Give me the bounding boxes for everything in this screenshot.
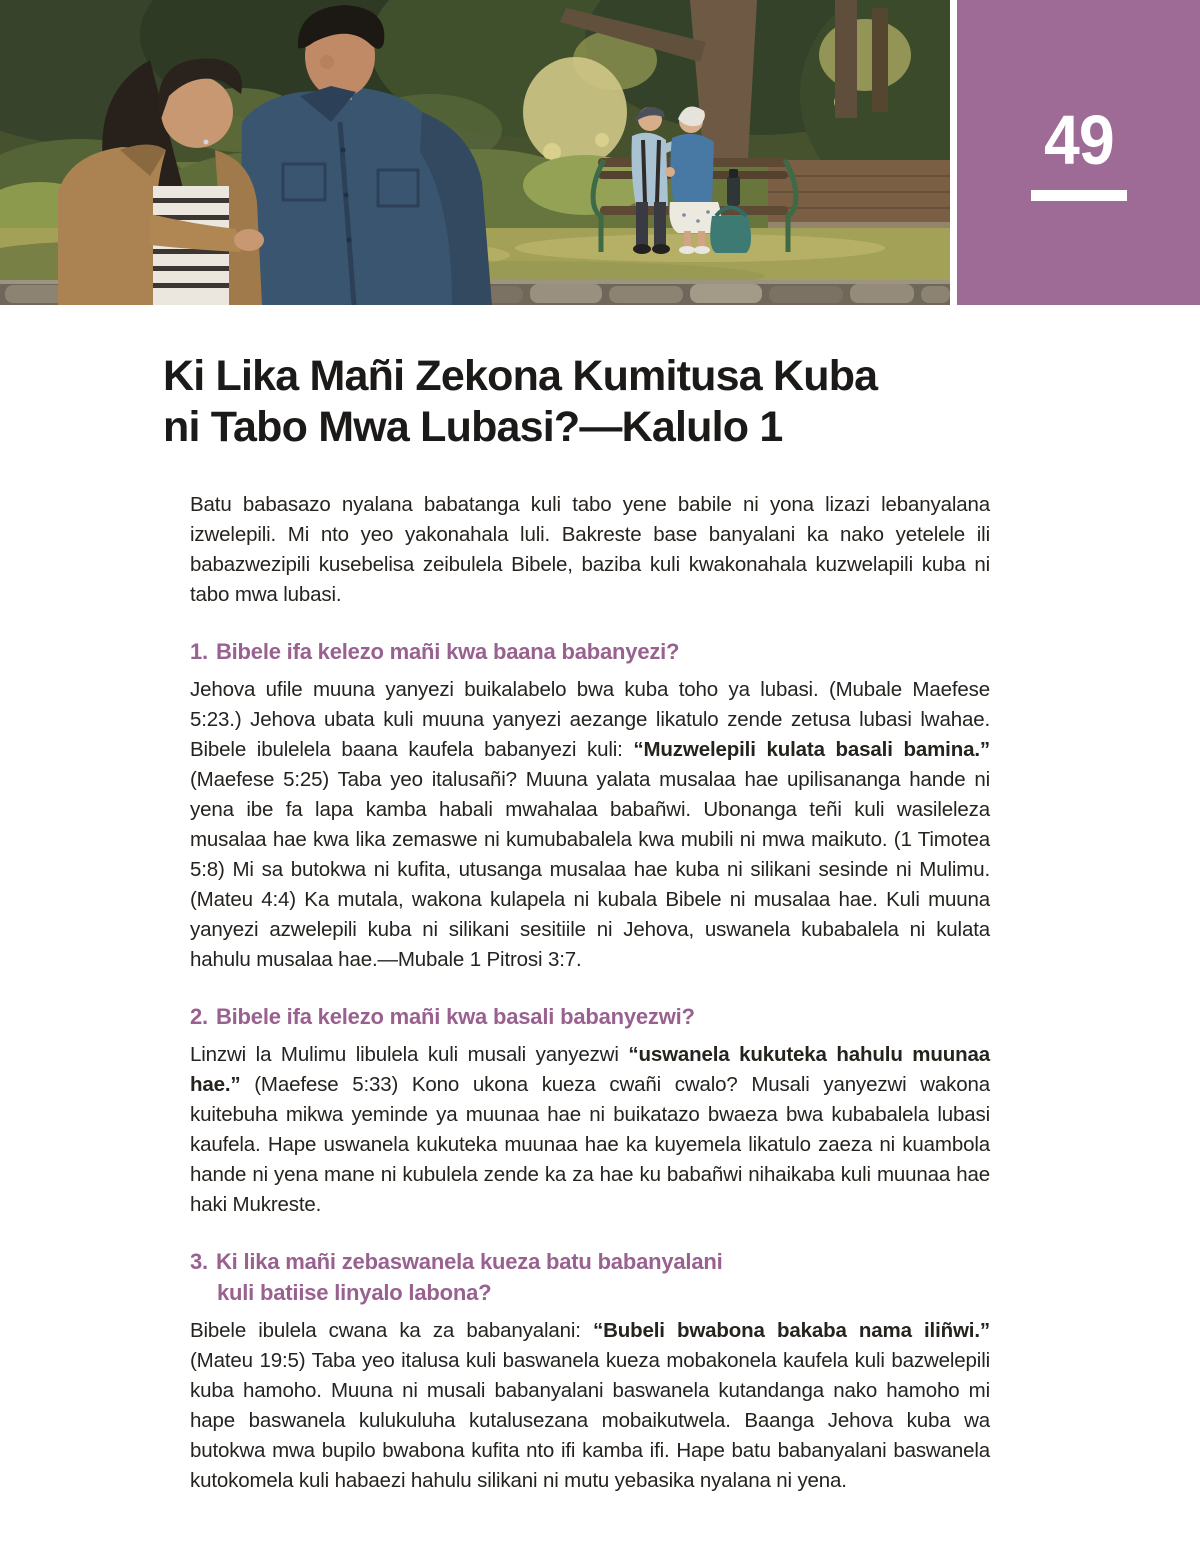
question-3-paragraph: Bibele ibulela cwana ka za babanyalani: “Bubeli bwabona bakaba nama iliñwi.” (Mateu 19:5) Taba yeo italusa kuli baswanela kueza mobakonela kaufela kuli bazwelepili kuba hamoho. Muuna ni musali babanyalani baswanela kutandanga nako hamoho mi hape baswanela kulukuluha kutalusezana mobaikutwela. Baanga Jehova kuba wa butokwa mwa bupilo bwabona kufita nto ifi kamba ifi. Hape batu babanyalani baswanela kutokomela kuli habaezi hahulu silikani ni mutu yebasika nyalana ni yena. — [190, 1319, 990, 1492]
question-3-text: Ki lika mañi zebaswanela kueza batu babanyalani kuli batiise linyalo labona? — [215, 1249, 723, 1305]
section-question-3 — [190, 1246, 990, 1496]
park-photo-illustration — [0, 0, 950, 305]
question-1-number: 1. — [190, 639, 208, 664]
section-question-1 — [190, 636, 990, 975]
question-2-heading — [190, 1001, 990, 1032]
question-3-number: 3. — [190, 1249, 208, 1274]
park-photo — [0, 0, 950, 305]
intro-paragraph: Batu babasazo nyalana babatanga kuli tabo yene babile ni yona lizazi lebanyalana izwelepili. Mi nto yeo yakonahala luli. Bakreste base banyalani ka nako yetelele ili babazwezipili kusebelisa zeibulela Bibele, baziba kuli kwakonahala kuzwelapili kuba ni tabo mwa lubasi. — [190, 493, 990, 606]
section-question-2 — [190, 1001, 990, 1220]
question-1-paragraph: Jehova ufile muuna yanyezi buikalabelo bwa kuba toho ya lubasi. (Mubale Maefese 5:23.) Jehova ubata kuli muuna yanyezi aezange likatulo zende zetusa lubasi lwahae. Bibele ibulelela baana kaufela babanyezi kuli: “Muzwelepili kulata basali bamina.” (Maefese 5:25) Taba yeo italusañi? Muuna yalata musalaa hae upilisananga hande ni yena ibe fa lapa kamba habali mwahalaa babañwi. Ubonanga teñi kuli wasileleza musalaa hae kwa lika zemaswe ni kumubabalela kwa mubili ni mwa maikuto. (1 Timotea 5:8) Mi sa butokwa ni kufita, utusanga musalaa hae kuba ni silikani sesinde ni Mulimu. (Mateu 4:4) Ka mutala, wakona kulapela ni kubala Bibele ni musalaa hae. Kuli muuna yanyezi azwelepili kuba ni silikani sesitiile ni Jehova, uswanela kubabalela ni kulata hahulu musalaa hae.—Mubale 1 Pitrosi 3:7. — [190, 678, 990, 971]
question-1-heading — [190, 636, 990, 667]
question-2-text: Bibele ifa kelezo mañi kwa basali babanyezwi? — [215, 1004, 695, 1029]
question-2-paragraph: Linzwi la Mulimu libulela kuli musali yanyezwi “uswanela kukuteka hahulu muunaa hae.” (Maefese 5:33) Kono ukona kueza cwañi cwalo? Musali yanyezwi wakona kuitebuha mikwa yeminde ya muunaa hae ni buikatazo bwaeza bwa kubabalela lubasi kaufela. Hape uswanela kukuteka muunaa hae ka kuyemela likatulo zaeza ni kuambola hande ni yena mane ni kubulela zende ka za hae ku babañwi nihaikaba kuli muunaa hae haki Mukreste. — [190, 1043, 990, 1216]
lesson-article — [0, 305, 1200, 1496]
question-2-number: 2. — [190, 1004, 208, 1029]
lesson-number: 49 — [1043, 100, 1114, 179]
question-1-text: Bibele ifa kelezo mañi kwa baana babanyezi? — [215, 639, 680, 664]
question-3-heading — [190, 1246, 990, 1308]
lesson-number-underline — [1031, 190, 1127, 201]
page-title: Ki Lika Mañi Zekona Kumitusa Kuba ni Tabo Mwa Lubasi?—Kalulo 1 — [163, 352, 878, 451]
lesson-number-badge — [957, 0, 1200, 305]
hero-strip — [0, 0, 1200, 305]
